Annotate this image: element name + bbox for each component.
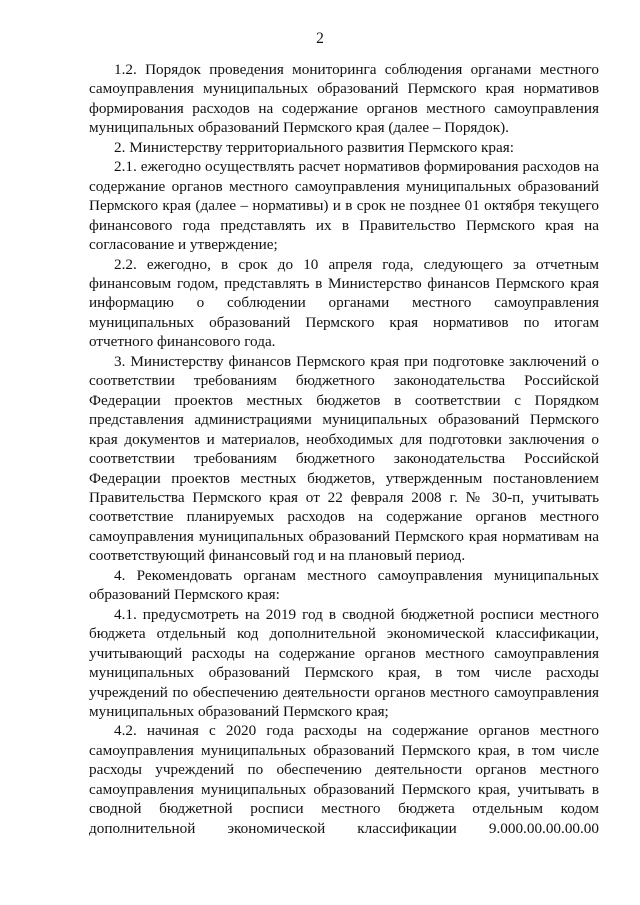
paragraph-4-1-budget-code-2019: 4.1. предусмотреть на 2019 год в сводной бюджетной росписи местного бюджета отдельный код дополнительной экономической классификации, учитывающий расходы на содержание органов местного самоуправления муниципальных образований Пермского края, в том числе расходы учреждений по обеспечению деятельности органов местного самоуправления муниципальных образований Пермского края; (89, 605, 599, 720)
paragraph-2-1-annual-calculation: 2.1. ежегодно осуществлять расчет нормативов формирования расходов на содержание органов местного самоуправления муниципальных образований Пермского края (далее – нормативы) и в срок не позднее 01 октября текущего финансового года представлять их в Правительство Пермского края на согласование и утверждение; (89, 158, 599, 254)
paragraph-2-ministry-territorial-development: 2. Министерству территориального развития Пермского края: (114, 138, 514, 156)
paragraph-4-2-expenses-from-2020: 4.2. начиная с 2020 года расходы на содержание органов местного самоуправления муниципальных образований Пермского края, в том числе расходы учреждений по обеспечению деятельности органов местного самоуправления муниципальных образований Пермского края, учитывать в сводной бюджетной росписи местного бюджета отдельным кодом дополнительной экономической классификации 9.000.00.00.00.00 (89, 722, 599, 837)
paragraph-3-ministry-finance: 3. Министерству финансов Пермского края при подготовке заключений о соответствии требованиям бюджетного законодательства Российской Федерации проектов местных бюджетов в соответствии с Порядком представления администрациями муниципальных образований Пермского края документов и материалов, необходимых для подготовки заключения о соответствии требованиям бюджетного законодательства Российской Федерации проектов местных бюджетов, утвержденным постановлением Правительства Пермского края от 22 февраля 2008 г. № 30-п, учитывать соответствие планируемых расходов на содержание органов местного самоуправления муниципальных образований Пермского края нормативам на соответствующий финансовый год и на плановый период. (89, 352, 599, 565)
page-number: 2 (316, 30, 324, 47)
document-body (89, 60, 599, 838)
paragraph-2-2-annual-reporting: 2.2. ежегодно, в срок до 10 апреля года, следующего за отчетным финансовым годом, представлять в Министерство финансов Пермского края информацию о соблюдении органами местного самоуправления муниципальных образований Пермского края нормативов по итогам отчетного финансового года. (89, 255, 599, 351)
paragraph-4-recommendation: 4. Рекомендовать органам местного самоуправления муниципальных образований Пермского края: (89, 566, 599, 604)
paragraph-1-2-monitoring-procedure: 1.2. Порядок проведения мониторинга соблюдения органами местного самоуправления муниципальных образований Пермского края нормативов формирования расходов на содержание органов местного самоуправления муниципальных образований Пермского края (далее – Порядок). (89, 61, 599, 137)
